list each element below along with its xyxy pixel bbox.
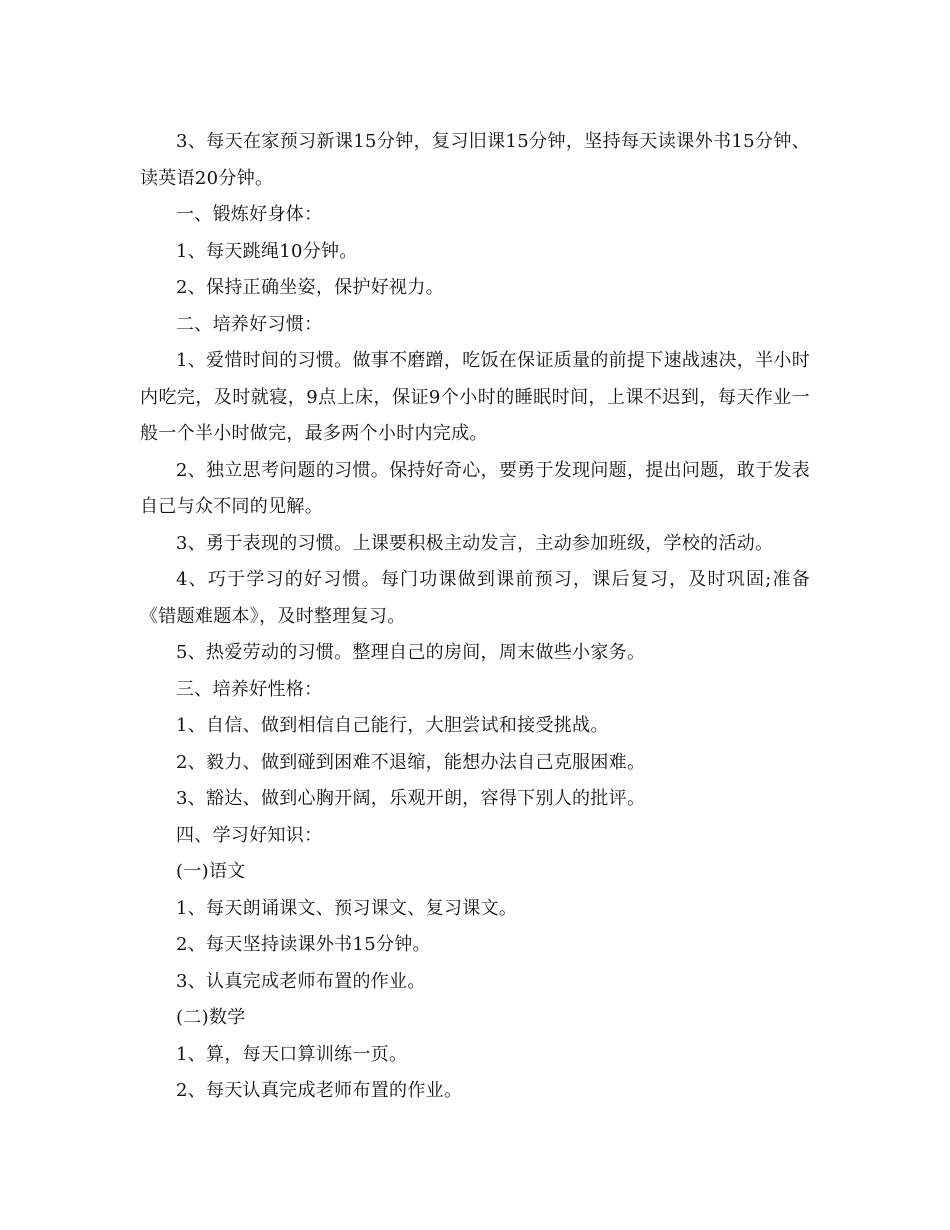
- item-recite-texts: 1、每天朗诵课文、预习课文、复习课文。: [176, 897, 518, 919]
- item-jump-rope: 1、每天跳绳10分钟。: [176, 240, 358, 262]
- item-math-homework: 2、每天认真完成老师布置的作业。: [176, 1080, 463, 1101]
- document-body: [140, 124, 810, 1110]
- heading-habits: 二、培养好习惯：: [176, 313, 323, 335]
- item-posture: 2、保持正确坐姿，保护好视力。: [176, 277, 444, 298]
- item-confidence: 1、自信、做到相信自己能行，大胆尝试和接受挑战。: [176, 715, 609, 736]
- item-chinese-homework: 3、认真完成老师布置的作业。: [176, 970, 426, 992]
- item-thinking-habit: 2、独立思考问题的习惯。保持好奇心，要勇于发现问题，提出问题，敢于发表自己与众不同的见解。: [140, 459, 810, 517]
- heading-character: 三、培养好性格：: [176, 678, 323, 700]
- subheading-chinese: (一)语文: [176, 861, 246, 882]
- heading-knowledge: 四、学习好知识：: [176, 824, 323, 846]
- item-expression-habit: 3、勇于表现的习惯。上课要积极主动发言，主动参加班级，学校的活动。: [176, 532, 774, 554]
- item-mental-math: 1、算，每天口算训练一页。: [176, 1043, 408, 1065]
- paragraph-daily-study: 3、每天在家预习新课15分钟，复习旧课15分钟，坚持每天读课外书15分钟、读英语20分钟。: [140, 131, 810, 189]
- item-time-habit: 1、爱惜时间的习惯。做事不磨蹭，吃饭在保证质量的前提下速战速决，半小时内吃完，及时就寝，9点上床，保证9个小时的睡眠时间，上课不迟到，每天作业一般一个半小时做完，最多两个小时内完成。: [140, 350, 810, 444]
- item-perseverance: 2、毅力、做到碰到困难不退缩，能想办法自己克服困难。: [176, 751, 646, 773]
- heading-exercise: 一、锻炼好身体：: [176, 204, 323, 225]
- subheading-math: (二)数学: [176, 1007, 246, 1028]
- item-learning-habit: 4、巧于学习的好习惯。每门功课做到课前预习，课后复习，及时巩固;准备《错题难题本》，及时整理复习。: [140, 569, 810, 627]
- item-labor-habit: 5、热爱劳动的习惯。整理自己的房间，周末做些小家务。: [176, 642, 646, 663]
- item-extra-reading: 2、每天坚持读课外书15分钟。: [176, 934, 431, 955]
- item-openness: 3、豁达、做到心胸开阔，乐观开朗，容得下别人的批评。: [176, 788, 646, 809]
